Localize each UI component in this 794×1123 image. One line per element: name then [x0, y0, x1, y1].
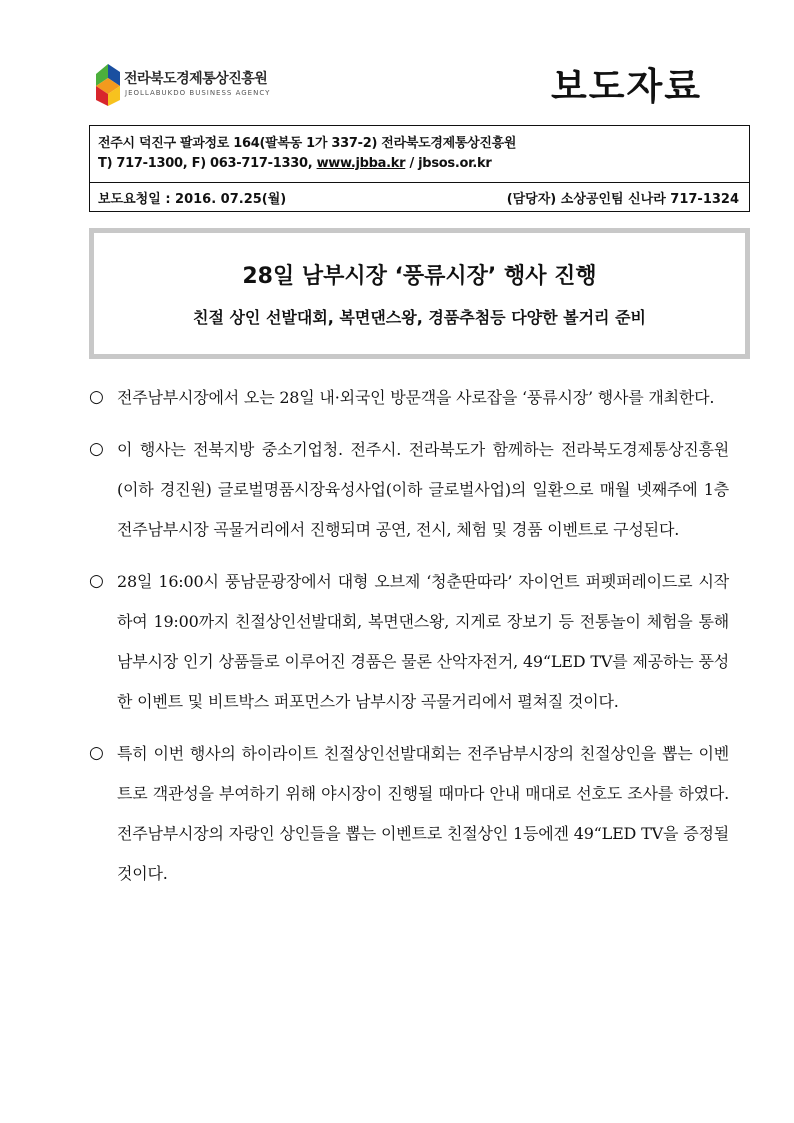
doc-type-heading: 보도자료 — [551, 65, 702, 108]
paragraph — [89, 562, 729, 722]
org-name-en: JEOLLABUKDO BUSINESS AGENCY — [125, 89, 271, 97]
paragraph-text: 28일 16:00시 풍남문광장에서 대형 오브제 ‘청춘딴따라’ 자이언트 퍼펫퍼레이드로 시작하여 19:00까지 친절상인선발대회, 복면댄스왕, 지게로 장보기 등 전통놀이 체험을 통해 남부시장 인기 상품들로 이루어진 경품은 물론 산악자전거, 49“LED TV를 제공하는 풍성한 이벤트 및 비트박스 퍼포먼스가 남부시장 곡물거리에서 펼쳐질 것이다. — [117, 572, 729, 711]
title-box — [89, 228, 750, 359]
bullet-circle: ○ — [89, 571, 104, 591]
info-divider — [90, 182, 749, 183]
contact-line — [98, 156, 491, 171]
paragraph — [89, 734, 729, 894]
paragraph-text: 전주남부시장에서 오는 28일 내·외국인 방문객을 사로잡을 ‘풍류시장’ 행사를 개최한다. — [117, 388, 715, 407]
org-logo-icon — [94, 60, 122, 112]
contact-person: (담당자) 소상공인팀 신나라 717-1324 — [506, 192, 739, 207]
phone-fax: T) 717-1300, F) 063-717-1330, — [98, 156, 317, 171]
org-name-kr: 전라북도경제통상진흥원 — [124, 71, 268, 87]
subheadline: 친절 상인 선발대회, 복면댄스왕, 경품추첨등 다양한 볼거리 준비 — [192, 308, 646, 327]
paragraph-text: 이 행사는 전북지방 중소기업청. 전주시. 전라북도가 함께하는 전라북도경제통상진흥원(이하 경진원) 글로벌명품시장육성사업(이하 글로벌사업)의 일환으로 매월 넷째주에 1층 전주남부시장 곡물거리에서 진행되며 공연, 전시, 체험 및 경품 이벤트로 구성된다. — [117, 440, 729, 539]
bullet-circle: ○ — [89, 743, 104, 763]
info-box — [89, 125, 750, 212]
website-separator: / — [405, 156, 419, 171]
bullet-circle: ○ — [89, 439, 104, 459]
headline: 28일 남부시장 ‘풍류시장’ 행사 진행 — [242, 264, 597, 289]
org-logo — [94, 60, 294, 112]
request-date: 보도요청일 : 2016. 07.25(월) — [98, 192, 287, 207]
website-jbsos: jbsos.or.kr — [418, 156, 492, 171]
paragraph — [89, 430, 729, 550]
paragraph-text: 특히 이번 행사의 하이라이트 친절상인선발대회는 전주남부시장의 친절상인을 뽑는 이벤트로 객관성을 부여하기 위해 야시장이 진행될 때마다 안내 매대로 선호도 조사를 하였다. 전주남부시장의 자랑인 상인들을 뽑는 이벤트로 친절상인 1등에겐 49“LED TV을 증정될 것이다. — [117, 744, 729, 883]
paragraph — [89, 378, 729, 418]
article-body — [89, 378, 729, 906]
bullet-circle: ○ — [89, 387, 104, 407]
address-line: 전주시 덕진구 팔과정로 164(팔복동 1가 337-2) 전라북도경제통상진흥원 — [98, 136, 517, 151]
website-link-jbba[interactable]: www.jbba.kr — [316, 156, 406, 171]
